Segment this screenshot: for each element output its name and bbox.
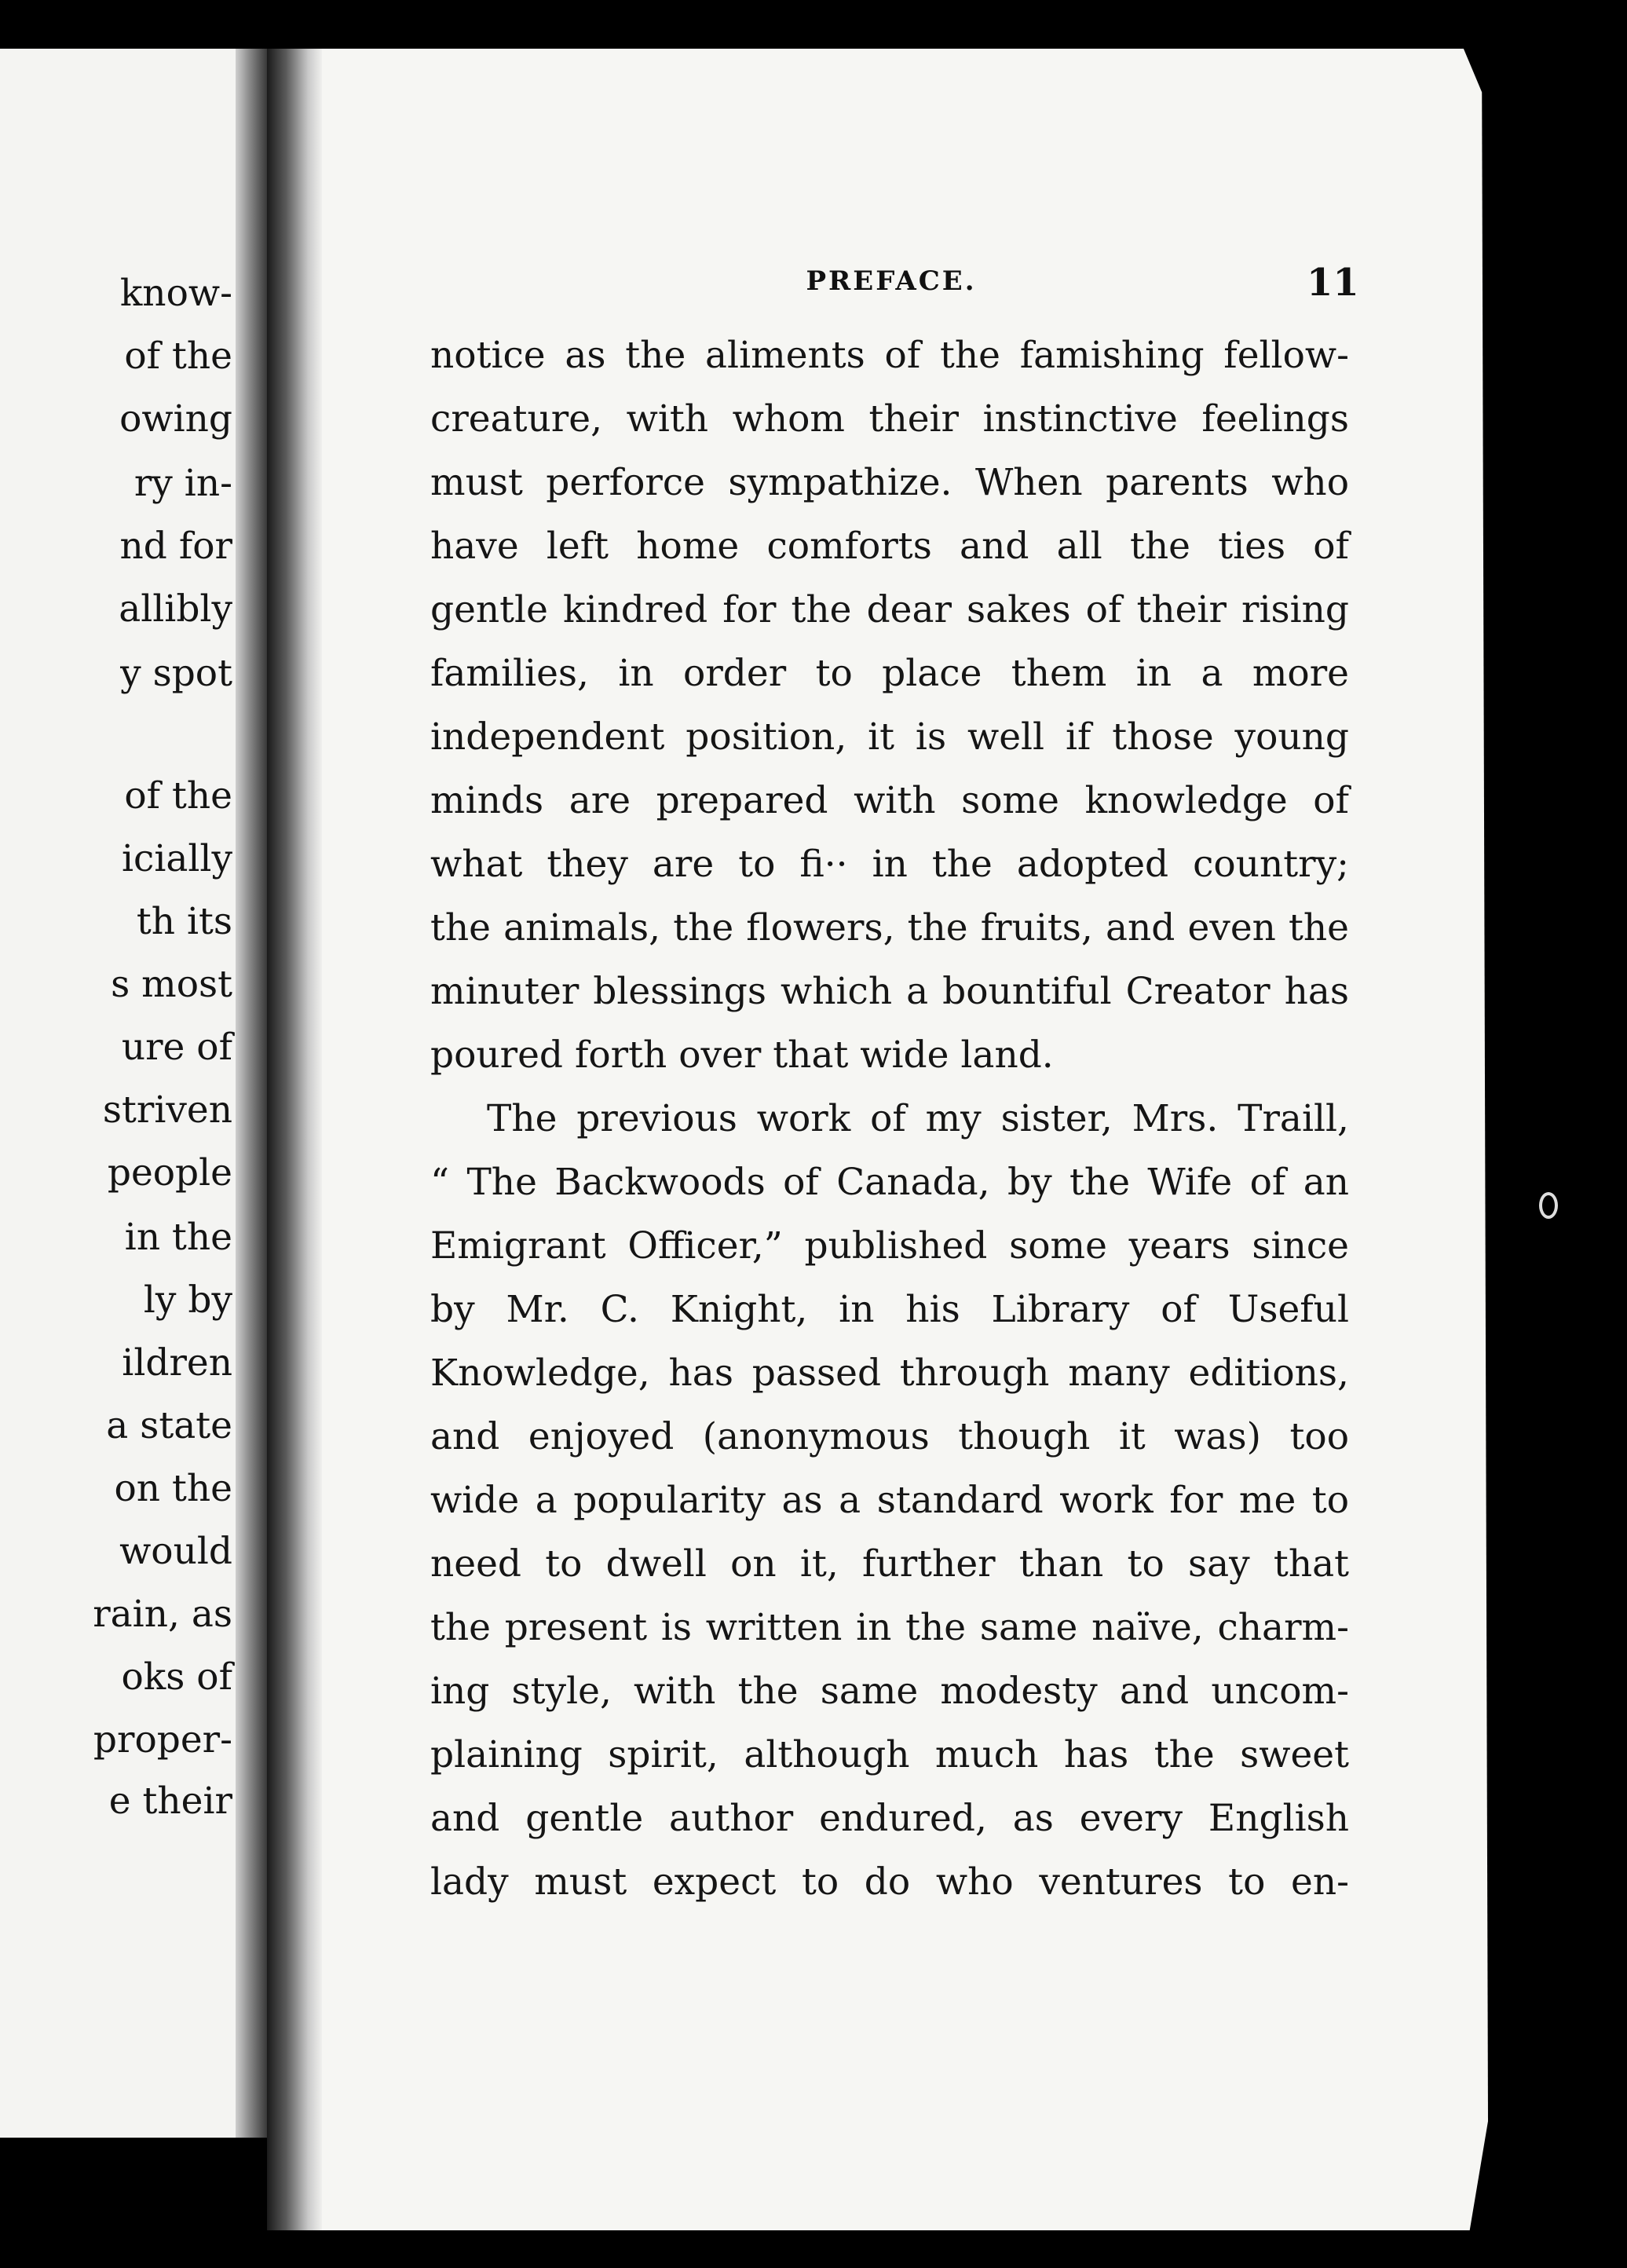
text-line: and enjoyed (anonymous though it was) too — [430, 1415, 1349, 1458]
left-page-line: would — [119, 1530, 232, 1573]
left-page-line: th its — [136, 900, 232, 943]
text-line: wide a popularity as a standard work for me to — [430, 1479, 1349, 1522]
left-page-gutter — [236, 49, 270, 2138]
text-line: what they are to fi·· in the adopted country; — [430, 843, 1349, 886]
left-page-line: owing — [119, 397, 232, 441]
paragraph-2 — [430, 1087, 1349, 1914]
left-page-line: y spot — [120, 652, 232, 695]
text-line: ing style, with the same modesty and uncom- — [430, 1670, 1349, 1713]
text-line: and gentle author endured, as every English — [430, 1797, 1349, 1840]
left-page-line: e their — [108, 1780, 232, 1823]
paragraph-1 — [430, 324, 1349, 1087]
page-number: 11 — [1307, 261, 1359, 305]
text-line: have left home comforts and all the ties of — [430, 525, 1349, 568]
text-line: Knowledge, has passed through many editions, — [430, 1352, 1349, 1395]
left-page-line: allibly — [119, 587, 232, 631]
text-line: notice as the aliments of the famishing fellow- — [430, 334, 1349, 377]
text-line: the present is written in the same naïve, charm- — [430, 1606, 1349, 1649]
left-page-line: ure of — [121, 1026, 232, 1069]
text-line: minuter blessings which a bountiful Creator has — [430, 970, 1349, 1013]
left-page-line: ry in- — [133, 462, 232, 505]
running-head: PREFACE. — [806, 265, 977, 297]
left-page-line: a state — [106, 1404, 232, 1447]
left-page-line: s most — [111, 963, 232, 1006]
left-page-line: striven — [102, 1088, 232, 1132]
left-page-line: nd for — [119, 525, 232, 568]
text-line: lady must expect to do who ventures to en- — [430, 1860, 1349, 1904]
text-line: creature, with whom their instinctive feelings — [430, 397, 1349, 441]
text-line: families, in order to place them in a more — [430, 652, 1349, 695]
page-edge-mark — [1539, 1192, 1558, 1219]
page-body-text — [430, 324, 1349, 1914]
text-line: must perforce sympathize. When parents who — [430, 461, 1349, 504]
left-page-line: rain, as — [93, 1593, 232, 1636]
text-line: by Mr. C. Knight, in his Library of Useful — [430, 1288, 1349, 1331]
text-line: minds are prepared with some knowledge of — [430, 779, 1349, 822]
left-page-line: in the — [124, 1216, 232, 1259]
text-line: “ The Backwoods of Canada, by the Wife of an — [430, 1161, 1349, 1204]
left-page-line: people — [107, 1151, 232, 1194]
left-page-line: of the — [124, 335, 232, 378]
left-page-line: icially — [121, 837, 232, 880]
left-page-line: know- — [119, 272, 232, 315]
left-page-line: proper- — [93, 1718, 232, 1761]
right-page-spine-shadow — [267, 49, 322, 2230]
text-line: The previous work of my sister, Mrs. Traill, — [487, 1097, 1349, 1140]
left-page-line: of the — [124, 774, 232, 818]
left-page-line: on the — [114, 1467, 232, 1510]
left-page-line: ly by — [143, 1278, 232, 1322]
text-line: the animals, the flowers, the fruits, and even the — [430, 906, 1349, 949]
text-line: independent position, it is well if those young — [430, 715, 1349, 759]
text-line: gentle kindred for the dear sakes of their rising — [430, 588, 1349, 631]
text-line: poured forth over that wide land. — [430, 1033, 1054, 1077]
left-page-line: oks of — [121, 1655, 232, 1699]
left-page-line: ildren — [122, 1341, 232, 1385]
text-line: plaining spirit, although much has the sweet — [430, 1733, 1349, 1776]
text-line: Emigrant Officer,” published some years since — [430, 1224, 1349, 1268]
left-page — [0, 49, 236, 2138]
text-line: need to dwell on it, further than to say that — [430, 1542, 1349, 1586]
